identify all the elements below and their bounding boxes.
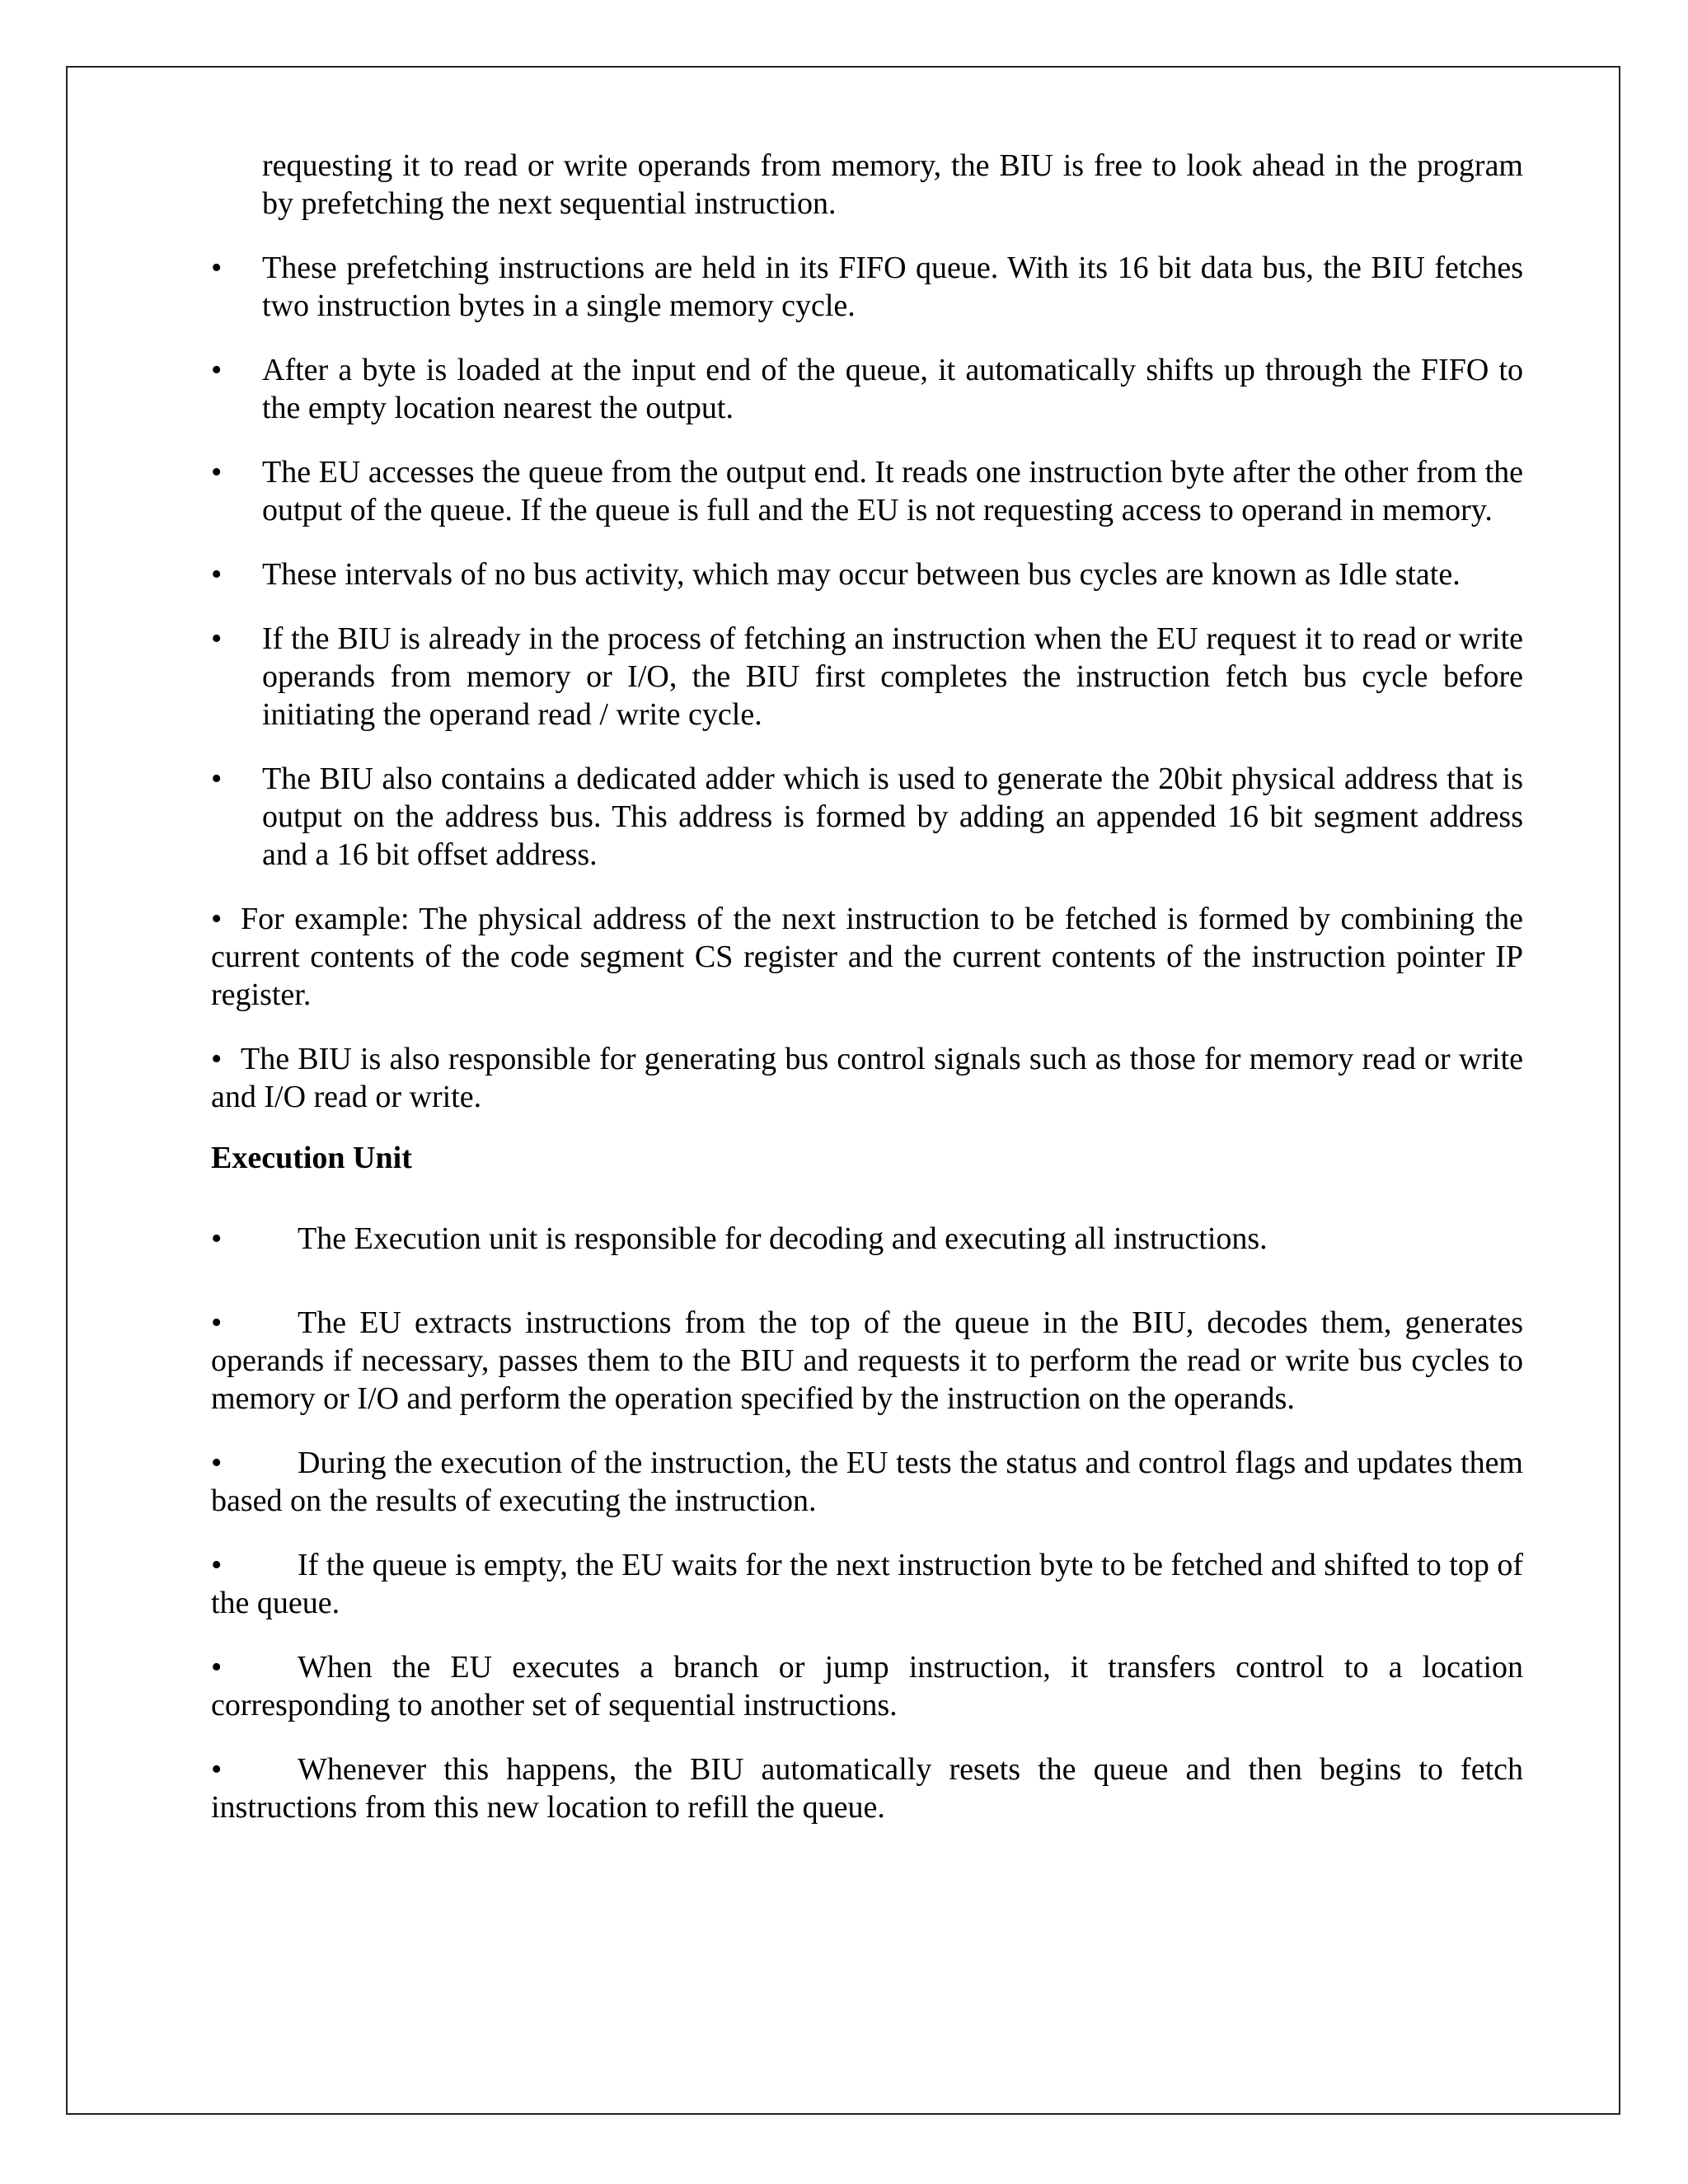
bullet-marker: • xyxy=(211,1752,223,1787)
bullet-marker: • xyxy=(211,455,223,490)
bullet-marker: • xyxy=(211,621,223,656)
document-body xyxy=(211,147,1523,1826)
bullet-marker: • xyxy=(211,762,223,796)
biu-bullet xyxy=(211,555,1523,593)
biu-bullet-text: The EU accesses the queue from the output end. It reads one instruction byte after the other from the output of the queue. If the queue is full and the EU is not requesting access to operand in memory. xyxy=(262,455,1523,527)
biu-bullet-text: These intervals of no bus activity, which may occur between bus cycles are known as Idle state. xyxy=(262,557,1461,592)
eu-bullet-text: The Execution unit is responsible for decoding and executing all instructions. xyxy=(298,1221,1268,1256)
biu-bullet-text: The BIU also contains a dedicated adder which is used to generate the 20bit physical address that is output on the address bus. This address is formed by adding an appended 16 bit segment address and a 16 bit offset address. xyxy=(262,762,1523,872)
continuation-text: requesting it to read or write operands from memory, the BIU is free to look ahead in the program by prefetching the next sequential instruction. xyxy=(262,148,1523,221)
eu-bullet xyxy=(211,1304,1523,1418)
biu-bullet xyxy=(211,760,1523,874)
eu-bullet xyxy=(211,1648,1523,1724)
biu-bullet-text: These prefetching instructions are held in its FIFO queue. With its 16 bit data bus, the BIU fetches two instruction bytes in a single memory cycle. xyxy=(262,251,1523,323)
bullet-marker: • xyxy=(211,1042,223,1076)
biu-flush-bullet xyxy=(211,1040,1523,1116)
biu-bullet xyxy=(211,453,1523,529)
eu-bullet-text: When the EU executes a branch or jump instruction, it transfers control to a location corresponding to another set of sequential instructions. xyxy=(211,1650,1523,1722)
biu-bullet xyxy=(211,620,1523,733)
continuation-paragraph xyxy=(211,147,1523,223)
eu-bullet xyxy=(211,1220,1523,1258)
bullet-marker: • xyxy=(211,1221,223,1256)
biu-bullet-text: If the BIU is already in the process of fetching an instruction when the EU request it to read or write operands from memory or I/O, the BIU first completes the instruction fetch bus cycle before initiating the operand read / write cycle. xyxy=(262,621,1523,732)
biu-flush-bullet-text: For example: The physical address of the next instruction to be fetched is formed by combining the current contents of the code segment CS register and the current contents of the instruction pointer IP register. xyxy=(211,902,1523,1012)
eu-bullet-text: During the execution of the instruction, the EU tests the status and control flags and updates them based on the results of executing the instruction. xyxy=(211,1446,1523,1518)
biu-flush-bullet-text: The BIU is also responsible for generating bus control signals such as those for memory read or write and I/O read or write. xyxy=(211,1042,1523,1114)
eu-bullet xyxy=(211,1546,1523,1622)
section-heading: Execution Unit xyxy=(211,1141,412,1175)
biu-bullet xyxy=(211,249,1523,325)
eu-bullet xyxy=(211,1444,1523,1520)
bullet-marker: • xyxy=(211,1446,223,1480)
bullet-marker: • xyxy=(211,353,223,387)
bullet-marker: • xyxy=(211,251,223,285)
eu-bullet xyxy=(211,1750,1523,1826)
biu-flush-bullet xyxy=(211,900,1523,1014)
eu-bullet-text: Whenever this happens, the BIU automatically resets the queue and then begins to fetch instructions from this new location to refill the queue. xyxy=(211,1752,1523,1825)
bullet-marker: • xyxy=(211,557,223,592)
biu-bullet xyxy=(211,351,1523,427)
bullet-marker: • xyxy=(211,1650,223,1685)
bullet-marker: • xyxy=(211,1305,223,1340)
eu-bullet-text: The EU extracts instructions from the top of the queue in the BIU, decodes them, generates operands if necessary, passes them to the BIU and requests it to perform the read or write bus cycles to memory or I/O and perform the operation specified by the instruction on the operands. xyxy=(211,1305,1523,1416)
biu-bullet-text: After a byte is loaded at the input end of the queue, it automatically shifts up through the FIFO to the empty location nearest the output. xyxy=(262,353,1523,425)
bullet-marker: • xyxy=(211,902,223,936)
bullet-marker: • xyxy=(211,1548,223,1582)
eu-bullet-text: If the queue is empty, the EU waits for the next instruction byte to be fetched and shifted to top of the queue. xyxy=(211,1548,1523,1620)
